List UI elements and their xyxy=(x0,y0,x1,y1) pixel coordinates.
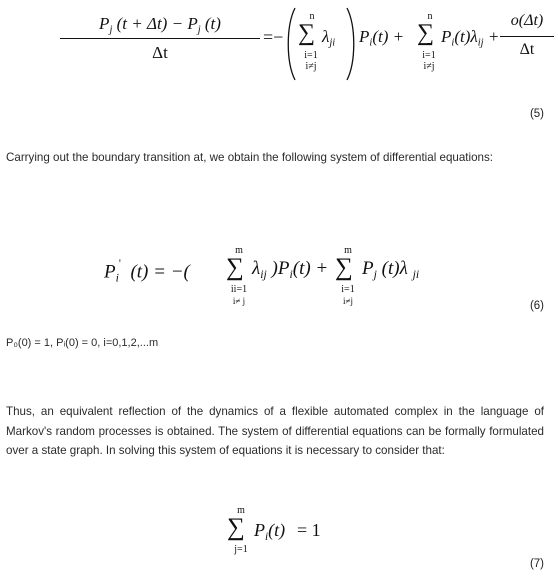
eq6-middle: $\lambda_{ij}$ )$P_i(t)$ + xyxy=(252,258,329,282)
eq5-sum1-sigma: ∑ xyxy=(298,20,316,46)
eq5-o-denominator: Δt xyxy=(519,41,535,58)
eq5-number: (5) xyxy=(529,108,544,120)
eq5-o-numerator: o(Δt) xyxy=(510,12,544,29)
eq5-sum1-lower1: i=1 xyxy=(304,50,318,61)
paragraph-boundary-transition: Carrying out the boundary transition at, we obtain the following system of differential equations: xyxy=(6,151,494,164)
eq5-o-fraction-bar xyxy=(500,36,554,37)
eq6-sum2-lower2: i≠j xyxy=(343,296,353,306)
eq6-sum1-lower2: i≠ j xyxy=(232,296,246,306)
eq6-sum1-sigma: ∑ xyxy=(226,254,244,281)
eq5-sum2-lower1: i=1 xyxy=(422,50,436,61)
eq7-number: (7) xyxy=(529,558,544,570)
eq6-rhs-term: $P_j$ (t)λ $_{ji}$ xyxy=(362,258,420,282)
eq5-equals: =− xyxy=(263,27,284,47)
eq7-sum-upper: m xyxy=(237,505,245,516)
initial-conditions: P₀(0) = 1, Pᵢ(0) = 0, i=0,1,2,...m xyxy=(6,337,159,349)
eq5-sum2-upper: n xyxy=(427,11,433,22)
eq5-fraction-bar xyxy=(60,38,260,39)
eq5-Pi-lambda-ij: $P_i(t)\lambda_{ij}$ + xyxy=(441,27,500,49)
eq5-sum2-sigma: ∑ xyxy=(417,20,435,46)
paragraph-markov-dynamics: Thus, an equivalent reflection of the dynamics of a flexible automated complex in the language of Markov's random processes is obtained. The system of differential equations can be formally formulated over a state graph. In solving this system of equations it is necessary to consider that: xyxy=(6,405,544,457)
eq6-lhs: $P_i'$ (t) = −( xyxy=(104,258,190,285)
eq5-Pi-t: $P_i(t)$ + xyxy=(359,27,405,49)
eq7-sigma: ∑ xyxy=(227,514,245,541)
eq6-number: (6) xyxy=(529,300,544,312)
eq6-sum2-lower1: i=1 xyxy=(341,284,355,295)
eq7-Pi-t: $P_i(t)$ xyxy=(254,520,286,543)
eq6-sum2-upper: m xyxy=(344,245,352,256)
eq5-right-paren xyxy=(344,6,358,82)
eq5-denominator: Δt xyxy=(152,43,168,62)
eq5-lambda-ji: $\lambda_{ji}$ xyxy=(322,27,336,49)
eq5-sum2-lower2: i≠j xyxy=(423,61,435,72)
eq6-sum2-sigma: ∑ xyxy=(335,254,353,281)
eq7-sum-lower: j=1 xyxy=(234,544,248,555)
eq5-numerator: $P_j$ $(t + \Delta t) - P_j$ (t) xyxy=(99,14,221,36)
eq6-sum1-upper: m xyxy=(235,245,243,256)
eq6-sum1-lower1: ii=1 xyxy=(230,284,248,295)
eq5-left-paren xyxy=(284,6,298,82)
eq5-sum1-upper: n xyxy=(309,11,315,22)
eq5-sum1-lower2: i≠j xyxy=(305,61,317,72)
eq7-rhs: = 1 xyxy=(297,520,321,540)
